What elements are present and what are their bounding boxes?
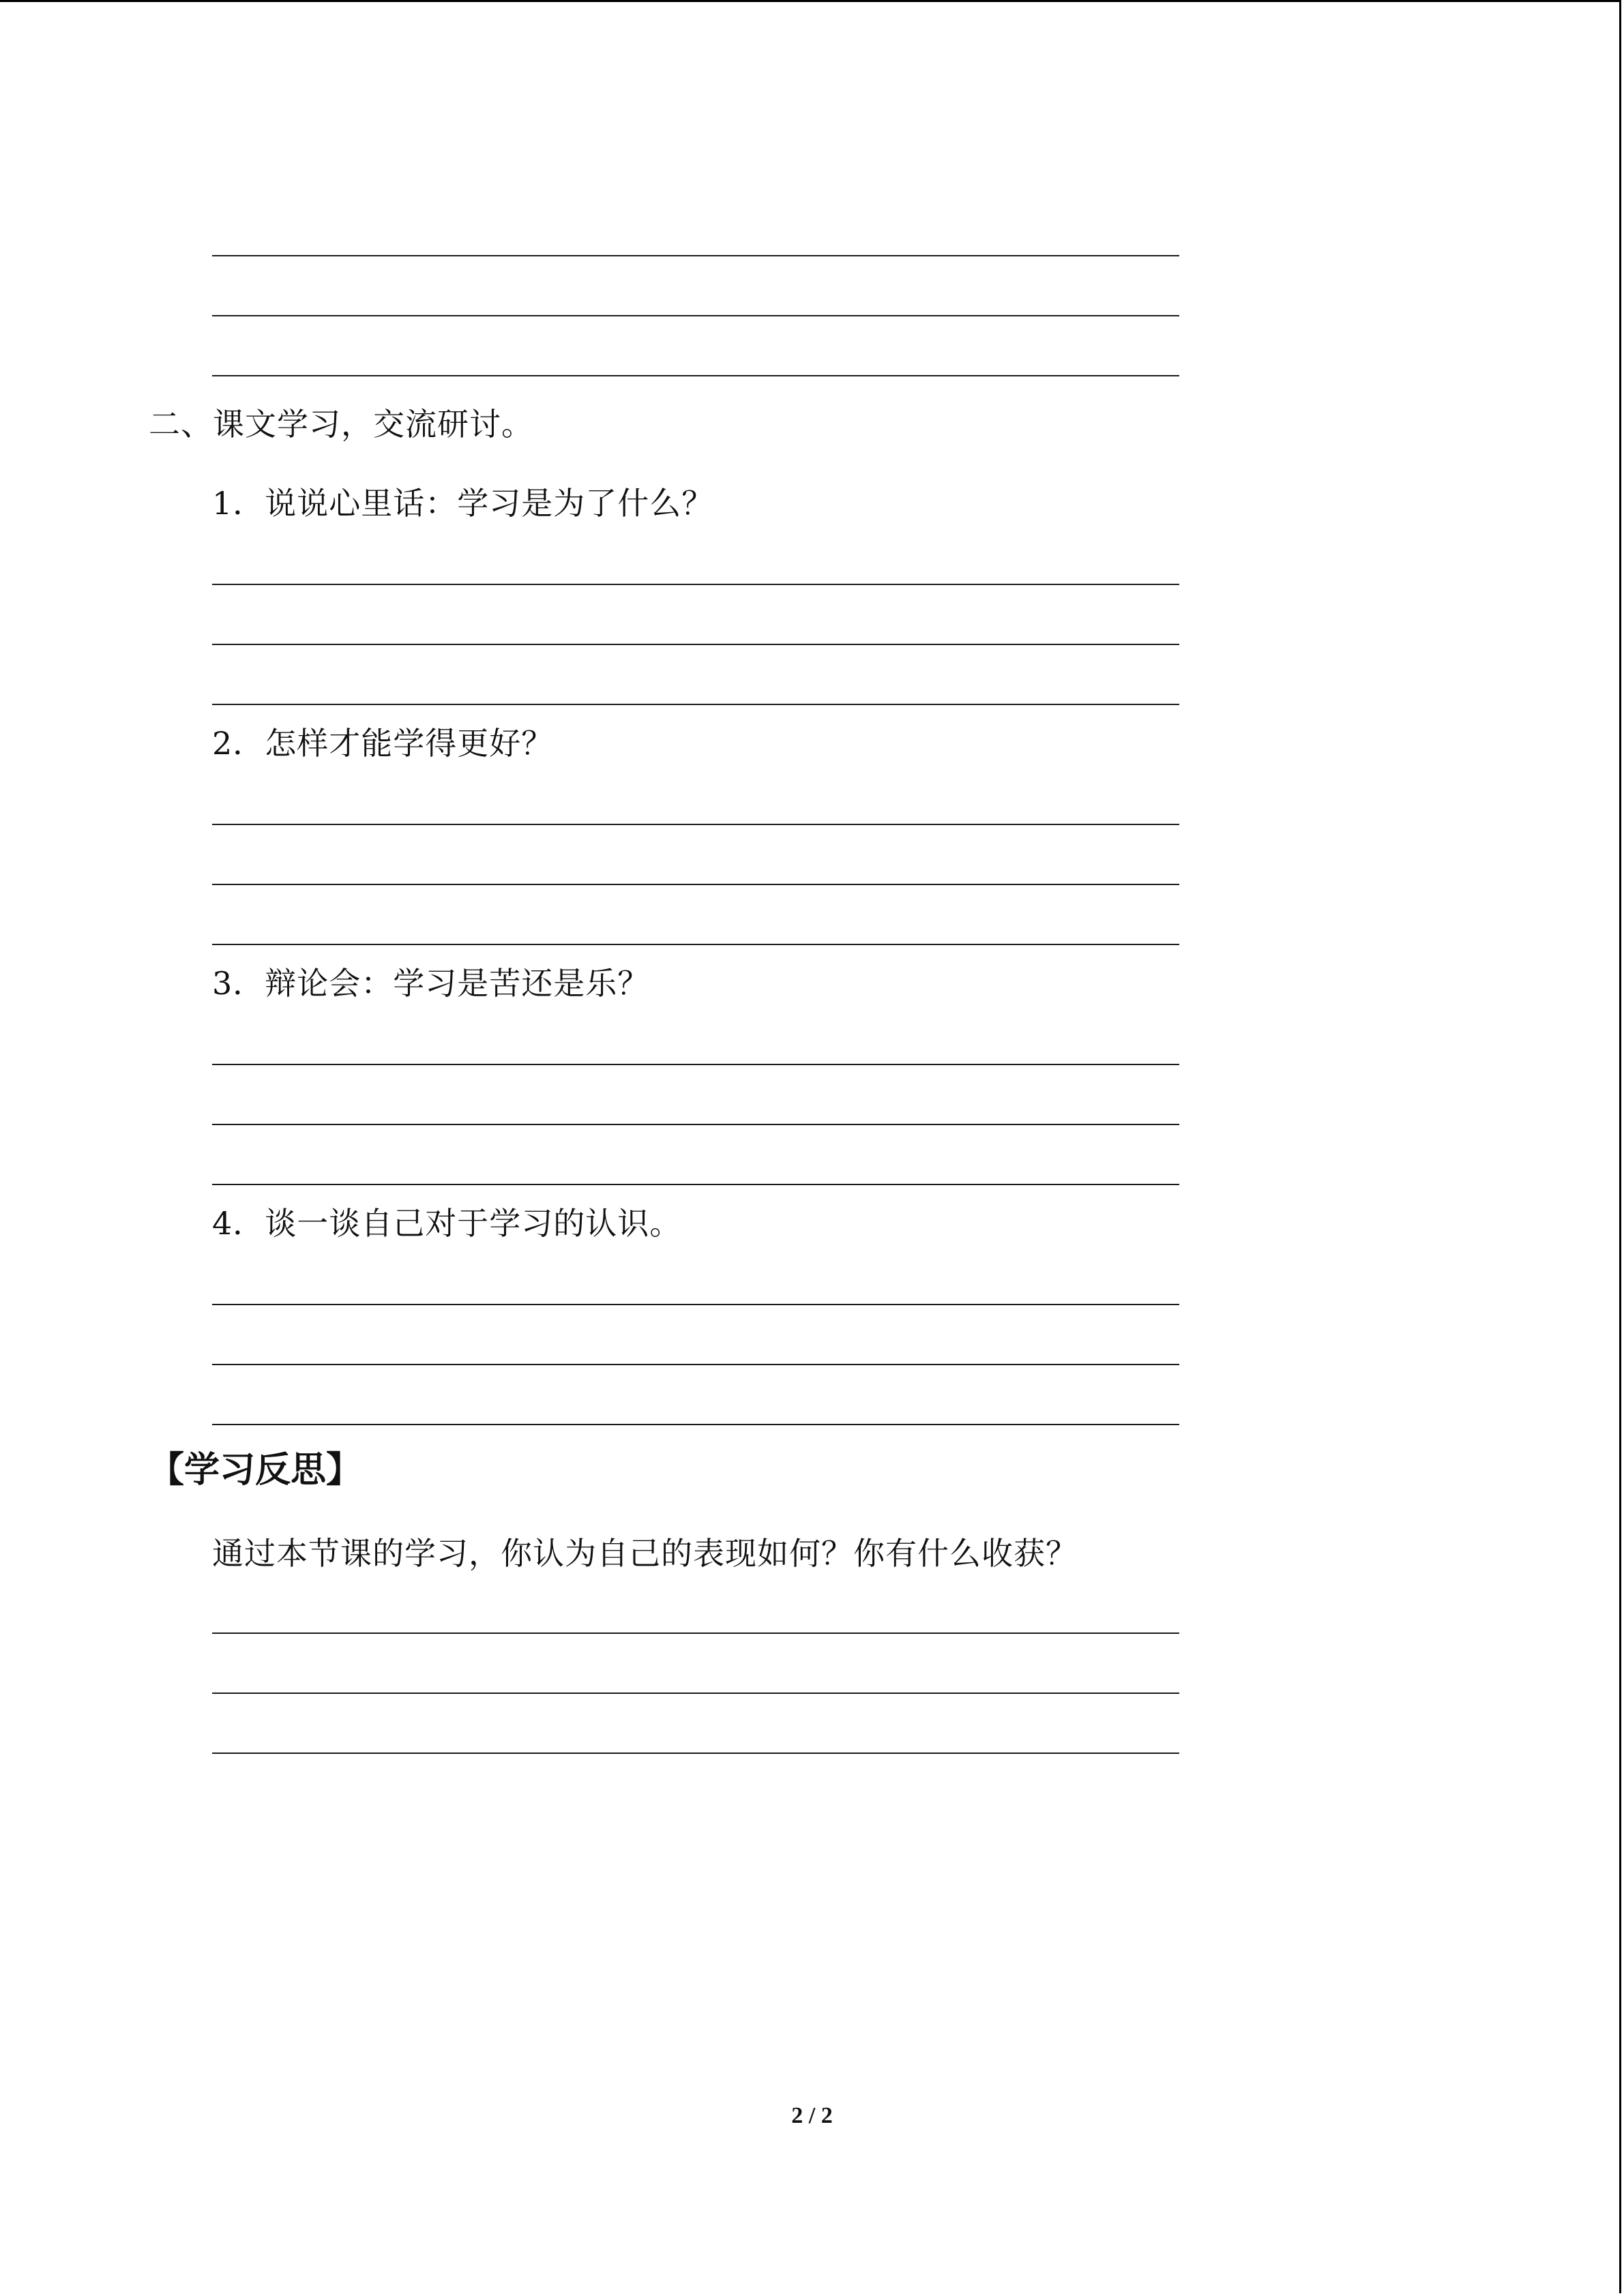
answer-line bbox=[212, 315, 1179, 316]
answer-line bbox=[212, 1304, 1179, 1305]
section-heading: 二、课文学习，交流研讨。 bbox=[149, 406, 533, 443]
answer-line bbox=[212, 1184, 1179, 1185]
answer-line bbox=[212, 1364, 1179, 1365]
answer-line bbox=[212, 1632, 1179, 1634]
answer-line bbox=[212, 644, 1179, 645]
question-1: 1．说说心里话：学习是为了什么？ bbox=[212, 485, 714, 522]
answer-line bbox=[212, 944, 1179, 945]
page-number: 2 / 2 bbox=[791, 2103, 833, 2128]
answer-line bbox=[212, 584, 1179, 585]
answer-line bbox=[212, 1424, 1179, 1425]
question-2: 2．怎样才能学得更好？ bbox=[212, 725, 554, 762]
answer-line bbox=[212, 1124, 1179, 1125]
question-3: 3．辩论会：学习是苦还是乐？ bbox=[212, 965, 650, 1002]
answer-line bbox=[212, 704, 1179, 705]
answer-line bbox=[212, 1753, 1179, 1754]
answer-line bbox=[212, 884, 1179, 885]
reflection-heading: 【学习反思】 bbox=[149, 1450, 362, 1491]
answer-line bbox=[212, 1064, 1179, 1065]
question-4: 4．谈一谈自己对于学习的认识。 bbox=[212, 1205, 682, 1242]
answer-line bbox=[212, 1693, 1179, 1694]
reflection-prompt: 通过本节课的学习，你认为自己的表现如何？你有什么收获？ bbox=[212, 1535, 1078, 1572]
answer-line bbox=[212, 255, 1179, 256]
answer-line bbox=[212, 824, 1179, 825]
answer-line bbox=[212, 375, 1179, 376]
